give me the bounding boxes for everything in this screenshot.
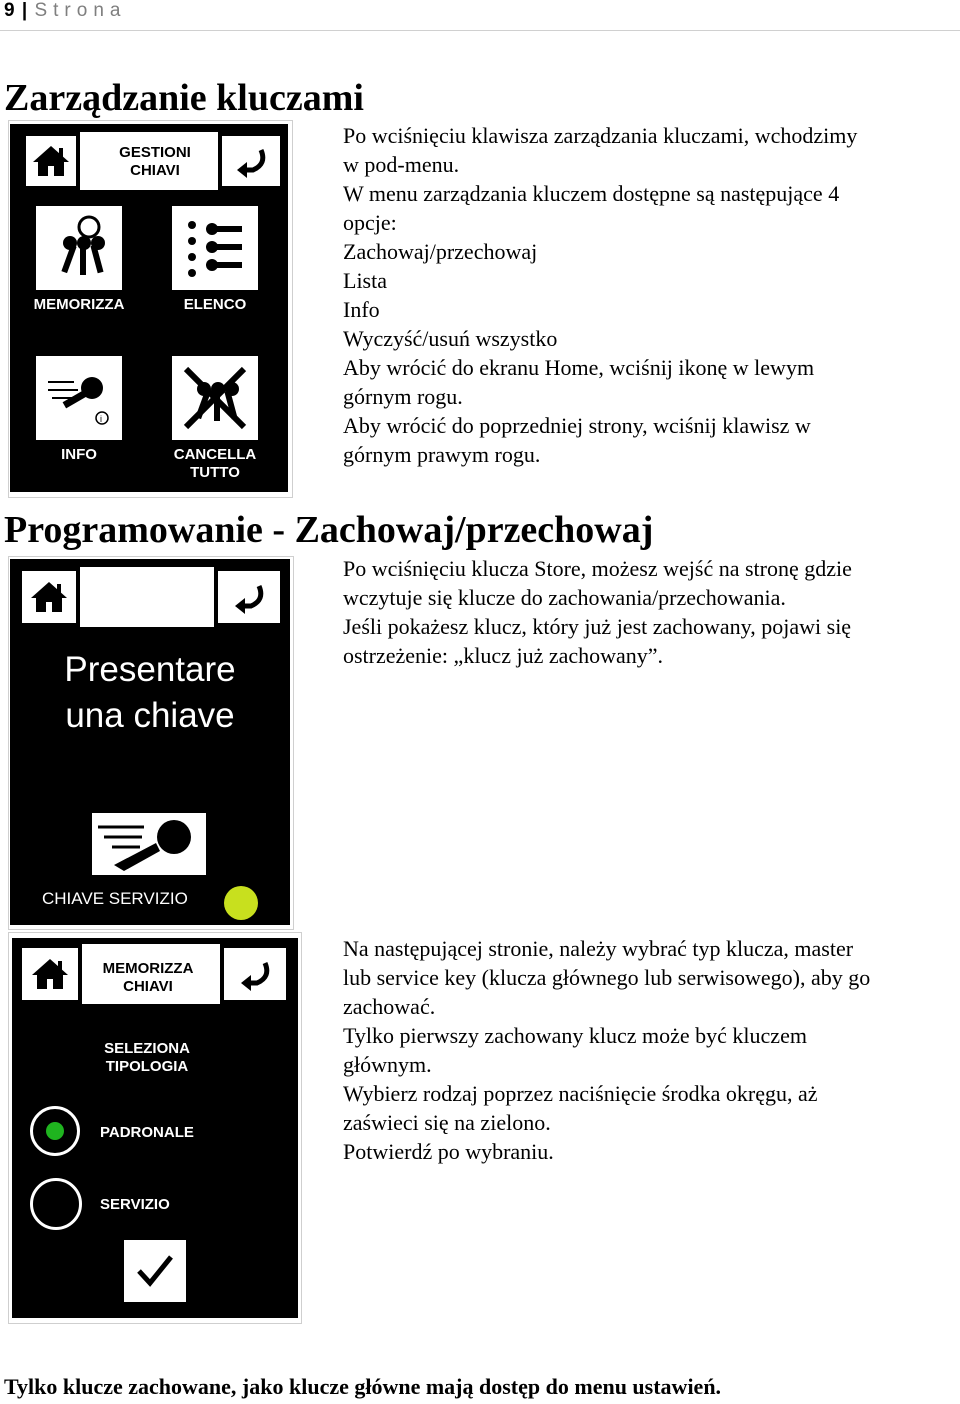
paragraph-line: Potwierdź po wybraniu. <box>343 1139 554 1164</box>
option-servizio-label: SERVIZIO <box>100 1196 170 1213</box>
back-button[interactable] <box>214 567 284 627</box>
page-word: Strona <box>34 0 127 21</box>
home-button[interactable] <box>18 944 82 1004</box>
option-padronale-label: PADRONALE <box>100 1124 194 1141</box>
checkmark-icon <box>135 1253 175 1289</box>
paragraph-line: Aby wrócić do ekranu Home, wciśnij ikonę w lewym <box>343 355 815 380</box>
back-icon-box <box>224 948 286 1000</box>
keys-icon <box>44 213 114 283</box>
paragraph-line: Info <box>343 297 380 322</box>
paragraph-line: Jeśli pokażesz klucz, który już jest zachowany, pojawi się <box>343 614 852 639</box>
screen-title: GESTIONI CHIAVI <box>119 144 191 179</box>
paragraph-line: Zachowaj/przechowaj <box>343 239 538 264</box>
list-keys-icon <box>182 215 248 281</box>
present-key-prompt: Presentare una chiave <box>64 650 236 735</box>
info-label: INFO <box>61 446 97 463</box>
home-icon-box <box>22 571 76 623</box>
header-divider <box>0 30 960 31</box>
cancella-tutto-label: CANCELLA TUTTO <box>173 446 257 481</box>
cancella-tutto-button[interactable] <box>172 356 258 440</box>
section-title-programming: Programowanie - Zachowaj/przechowaj <box>4 509 654 551</box>
back-button[interactable] <box>218 132 284 190</box>
key-info-icon <box>44 368 114 428</box>
page-header <box>4 0 126 22</box>
home-icon <box>29 579 69 615</box>
paragraph-line: górnym rogu. <box>343 384 463 409</box>
paragraph-line: W menu zarządzania kluczem dostępne są następujące 4 <box>343 181 840 206</box>
radio-servizio[interactable] <box>30 1178 82 1230</box>
section2-description <box>343 554 955 670</box>
section1-description <box>343 121 955 469</box>
paragraph-line: ostrzeżenie: „klucz już zachowany”. <box>343 643 664 668</box>
back-icon-box <box>222 136 280 186</box>
footer-note: Tylko klucze zachowane, jako klucze główne mają dostęp do menu ustawień. <box>4 1374 722 1399</box>
elenco-label: ELENCO <box>183 296 247 313</box>
memorizza-label: MEMORIZZA <box>33 296 125 313</box>
page-separator: | <box>21 0 28 21</box>
back-arrow-icon <box>229 580 269 614</box>
home-button[interactable] <box>18 567 80 627</box>
paragraph-line: Na następującej stronie, należy wybrać typ klucza, master <box>343 936 854 961</box>
radio-padronale[interactable] <box>30 1106 80 1156</box>
paragraph-line: w pod-menu. <box>343 152 460 177</box>
home-button[interactable] <box>22 132 80 190</box>
section3-description <box>343 934 955 1166</box>
screenshot-select-type <box>12 938 298 1318</box>
elenco-button[interactable] <box>172 206 258 290</box>
home-icon <box>30 956 70 992</box>
screenshot-key-management <box>10 124 288 492</box>
paragraph-line: Po wciśnięciu klawisza zarządzania kluczami, wchodzimy <box>343 123 858 148</box>
memorizza-button[interactable] <box>36 206 122 290</box>
paragraph-line: Wybierz rodzaj poprzez naciśnięcie środka okręgu, aż <box>343 1081 818 1106</box>
svg-text:i: i <box>100 414 102 424</box>
home-icon <box>31 143 71 179</box>
status-indicator <box>224 886 258 920</box>
key-icon <box>94 815 204 873</box>
paragraph-line: zachować. <box>343 994 436 1019</box>
select-type-heading: SELEZIONA TIPOLOGIA <box>104 1040 190 1075</box>
section-title-key-management: Zarządzanie kluczami <box>4 77 364 119</box>
info-button[interactable] <box>36 356 122 440</box>
screenshot-present-key <box>10 559 290 925</box>
paragraph-line: lub service key (klucza głównego lub serwisowego), aby go <box>343 965 871 990</box>
back-arrow-icon <box>231 144 271 178</box>
back-icon-box <box>218 571 280 623</box>
home-icon-box <box>26 136 76 186</box>
paragraph-line: Po wciśnięciu klucza Store, możesz wejść na stronę gdzie <box>343 556 852 581</box>
confirm-button[interactable] <box>124 1240 186 1302</box>
page-number: 9 <box>4 0 15 21</box>
key-symbol-box <box>92 813 206 875</box>
home-icon-box <box>22 948 78 1000</box>
status-label: CHIAVE SERVIZIO <box>42 889 188 908</box>
paragraph-line: Aby wrócić do poprzedniej strony, wciśnij klawisz w <box>343 413 811 438</box>
paragraph-line: wczytuje się klucze do zachowania/przechowania. <box>343 585 786 610</box>
paragraph-line: głównym. <box>343 1052 432 1077</box>
delete-keys-icon <box>180 363 250 433</box>
back-arrow-icon <box>235 957 275 991</box>
paragraph-line: Tylko pierwszy zachowany klucz może być kluczem <box>343 1023 807 1048</box>
paragraph-line: Wyczyść/usuń wszystko <box>343 326 558 351</box>
paragraph-line: Lista <box>343 268 387 293</box>
paragraph-line: zaświeci się na zielono. <box>343 1110 551 1135</box>
back-button[interactable] <box>220 944 290 1004</box>
screen-title: MEMORIZZA CHIAVI <box>102 960 194 995</box>
radio-selected-dot <box>46 1122 64 1140</box>
paragraph-line: opcje: <box>343 210 397 235</box>
paragraph-line: górnym prawym rogu. <box>343 442 541 467</box>
